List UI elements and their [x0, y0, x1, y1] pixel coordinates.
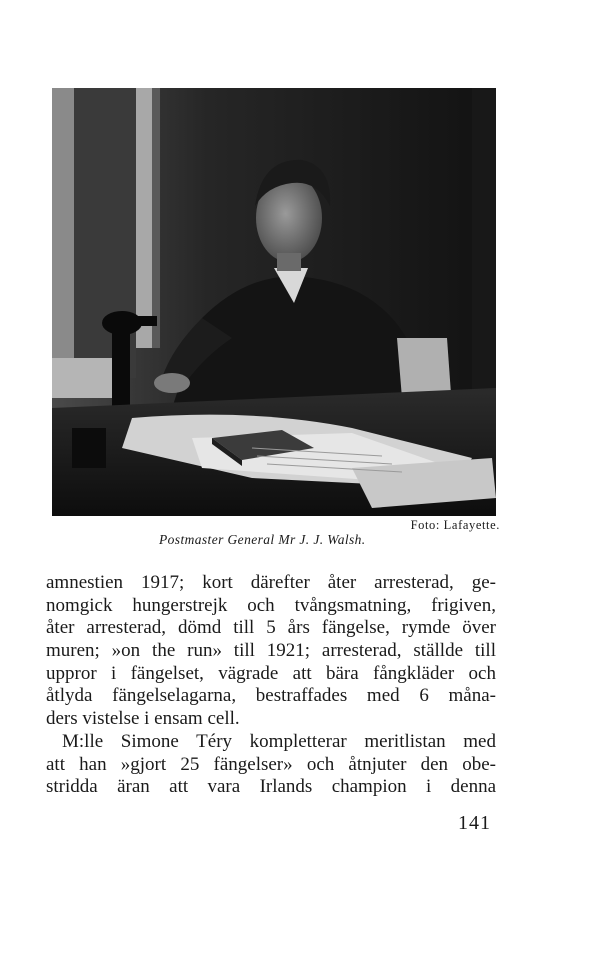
text-line: stridda äran att vara Irlands champion i denna [46, 776, 496, 798]
photo-caption: Postmaster General Mr J. J. Walsh. [159, 532, 366, 547]
text-line: M:lle Simone Téry kompletterar meritlistan med [62, 730, 496, 752]
body-text [46, 572, 496, 799]
text-line: att han »gjort 25 fängelser» och åtnjuter den obe- [46, 753, 496, 775]
page-number: 141 [458, 812, 491, 834]
text-line: åtlyda fängelselagarna, bestraffades med 6 måna- [46, 685, 496, 707]
portrait-photo [52, 88, 496, 516]
text-line: muren; »on the run» till 1921; arresterad, ställde till [46, 640, 496, 662]
text-line: uppror i fängelset, vägrade att bära fångkläder och [46, 662, 496, 684]
text-line: nomgick hungerstrejk och tvångsmatning, frigiven, [46, 594, 496, 616]
photo-credit: Foto: Lafayette. [410, 518, 500, 532]
text-line: ders vistelse i ensam cell. [46, 708, 240, 730]
text-line: åter arresterad, dömd till 5 års fängelse, rymde över [46, 617, 496, 639]
text-line: amnestien 1917; kort därefter åter arresterad, ge- [46, 572, 496, 593]
